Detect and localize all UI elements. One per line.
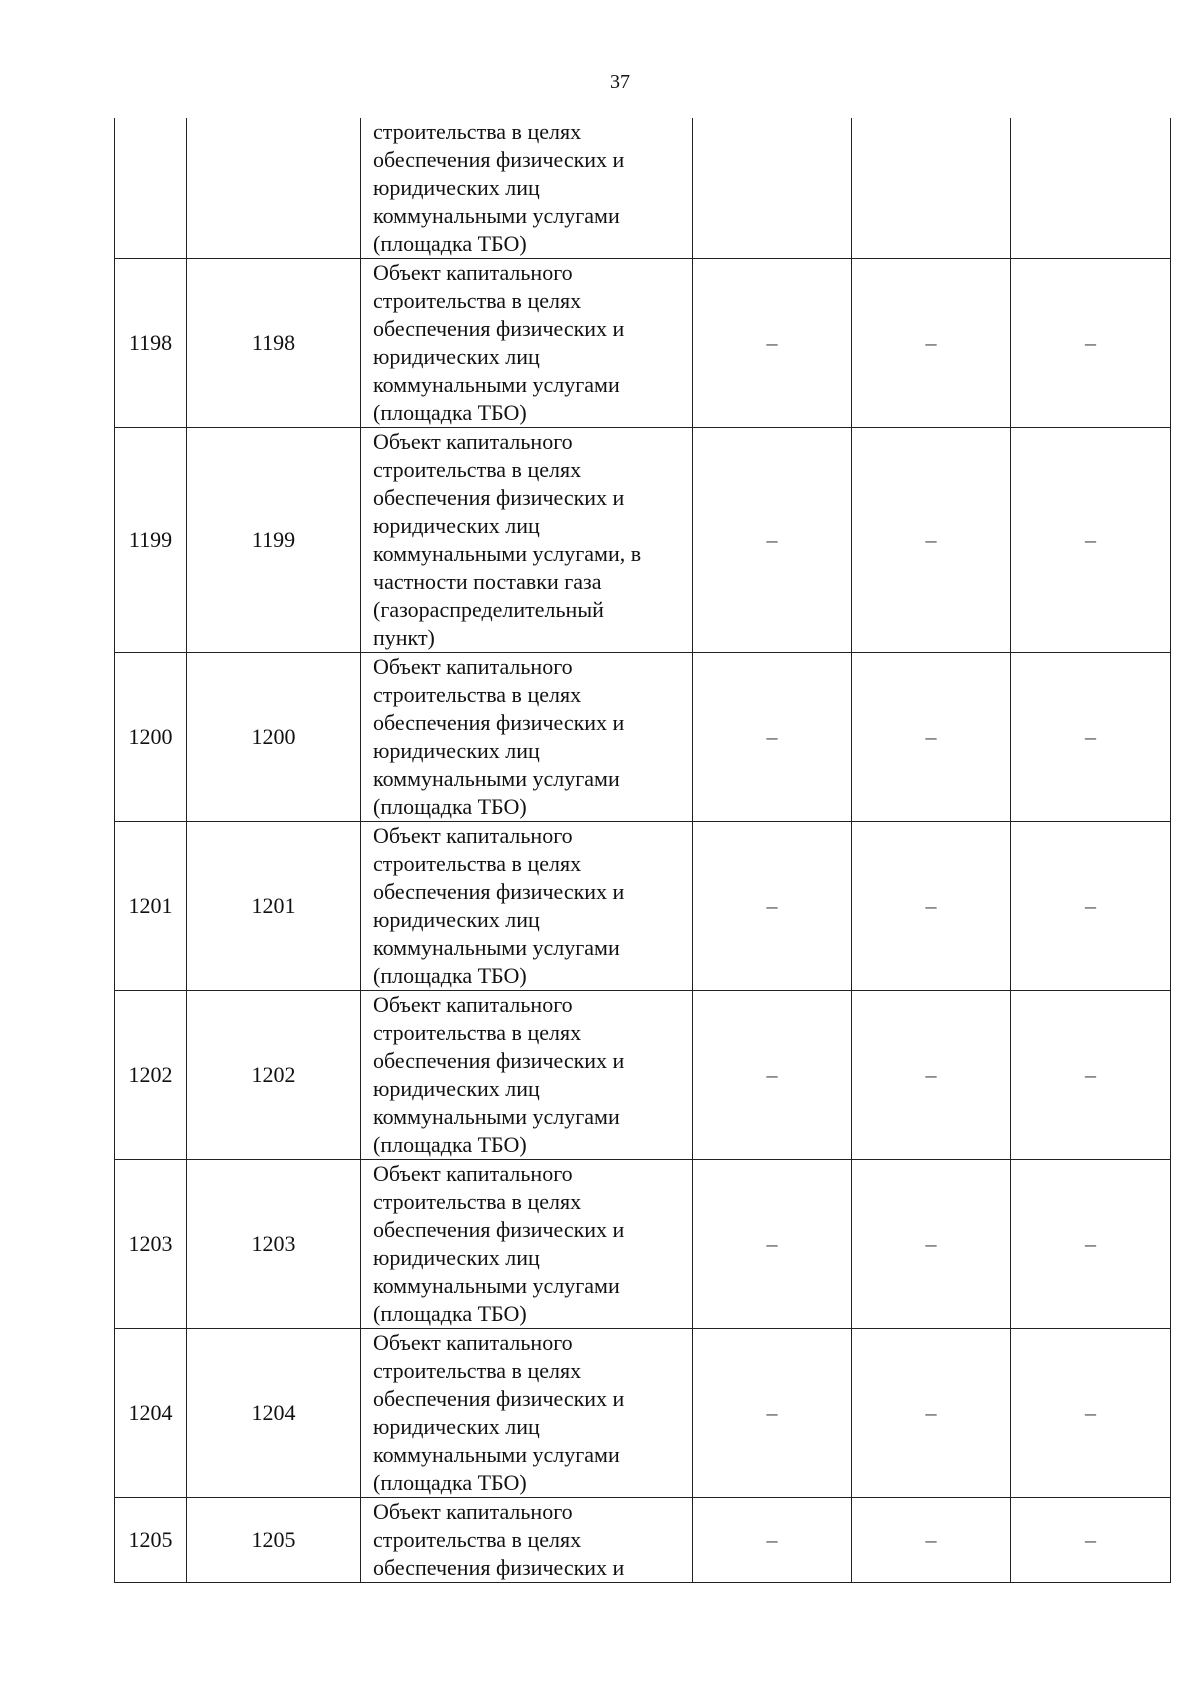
cell-col-4: – (693, 1498, 852, 1583)
table-row (115, 822, 1171, 991)
cell-number-2: 1201 (187, 822, 361, 991)
cell-number-1: 1204 (115, 1329, 187, 1498)
cell-number-2: 1202 (187, 991, 361, 1160)
cell-description (361, 822, 693, 991)
description-text: Объект капитального строительства в целях обеспечения физических и юридических лиц коммунальными услугами (площадка ТБО) (373, 823, 625, 988)
description-text: строительства в целях обеспечения физических и юридических лиц коммунальными услугами (площадка ТБО) (373, 119, 625, 256)
table-body (115, 118, 1171, 1583)
cell-col-4 (693, 118, 852, 259)
cell-number-1: 1200 (115, 653, 187, 822)
cell-col-6: – (1011, 822, 1171, 991)
description-text: Объект капитального строительства в целях обеспечения физических и юридических лиц коммунальными услугами (площадка ТБО) (373, 992, 625, 1157)
table-row (115, 653, 1171, 822)
cell-number-2: 1198 (187, 259, 361, 428)
cell-number-2: 1204 (187, 1329, 361, 1498)
cell-col-5: – (852, 1498, 1011, 1583)
cell-col-4: – (693, 259, 852, 428)
cell-number-1: 1203 (115, 1160, 187, 1329)
cell-col-5: – (852, 991, 1011, 1160)
cell-col-4: – (693, 428, 852, 653)
cell-col-5: – (852, 653, 1011, 822)
cell-col-4: – (693, 822, 852, 991)
description-text: Объект капитального строительства в целях обеспечения физических и юридических лиц коммунальными услугами (площадка ТБО) (373, 1330, 625, 1495)
table-row (115, 1498, 1171, 1583)
table-row (115, 1329, 1171, 1498)
cell-description (361, 118, 693, 259)
cell-number-2: 1199 (187, 428, 361, 653)
cell-description (361, 1329, 693, 1498)
cell-col-5 (852, 118, 1011, 259)
cell-description (361, 653, 693, 822)
table-row (115, 259, 1171, 428)
cell-number-1: 1201 (115, 822, 187, 991)
cell-description (361, 428, 693, 653)
table-row (115, 428, 1171, 653)
table-row (115, 991, 1171, 1160)
cell-number-2: 1203 (187, 1160, 361, 1329)
cell-number-1: 1198 (115, 259, 187, 428)
description-text: Объект капитального строительства в целях обеспечения физических и юридических лиц коммунальными услугами (площадка ТБО) (373, 654, 625, 819)
cell-number-2: 1200 (187, 653, 361, 822)
cell-number-1: 1205 (115, 1498, 187, 1583)
cell-number-2: 1205 (187, 1498, 361, 1583)
cell-col-6: – (1011, 991, 1171, 1160)
cell-number-2 (187, 118, 361, 259)
cell-col-4: – (693, 1329, 852, 1498)
cell-col-6 (1011, 118, 1171, 259)
description-text: Объект капитального строительства в целях обеспечения физических и (373, 1499, 625, 1580)
cell-col-5: – (852, 1160, 1011, 1329)
cell-col-6: – (1011, 428, 1171, 653)
cell-col-5: – (852, 1329, 1011, 1498)
cell-description (361, 259, 693, 428)
cell-description (361, 1498, 693, 1583)
cell-number-1: 1199 (115, 428, 187, 653)
cell-col-6: – (1011, 653, 1171, 822)
page-number: 37 (610, 71, 630, 93)
cell-col-4: – (693, 991, 852, 1160)
cell-number-1: 1202 (115, 991, 187, 1160)
cell-col-5: – (852, 822, 1011, 991)
cell-col-5: – (852, 428, 1011, 653)
objects-table (114, 118, 1171, 1583)
table-row-continuation (115, 118, 1171, 259)
cell-number-1 (115, 118, 187, 259)
cell-col-6: – (1011, 1160, 1171, 1329)
description-text: Объект капитального строительства в целях обеспечения физических и юридических лиц коммунальными услугами, в частности поставки газа (газораспределительный пункт) (373, 429, 642, 650)
cell-col-4: – (693, 653, 852, 822)
cell-description (361, 991, 693, 1160)
table-row (115, 1160, 1171, 1329)
cell-description (361, 1160, 693, 1329)
description-text: Объект капитального строительства в целях обеспечения физических и юридических лиц коммунальными услугами (площадка ТБО) (373, 1161, 625, 1326)
cell-col-5: – (852, 259, 1011, 428)
cell-col-6: – (1011, 1498, 1171, 1583)
cell-col-4: – (693, 1160, 852, 1329)
description-text: Объект капитального строительства в целях обеспечения физических и юридических лиц коммунальными услугами (площадка ТБО) (373, 260, 625, 425)
cell-col-6: – (1011, 259, 1171, 428)
cell-col-6: – (1011, 1329, 1171, 1498)
